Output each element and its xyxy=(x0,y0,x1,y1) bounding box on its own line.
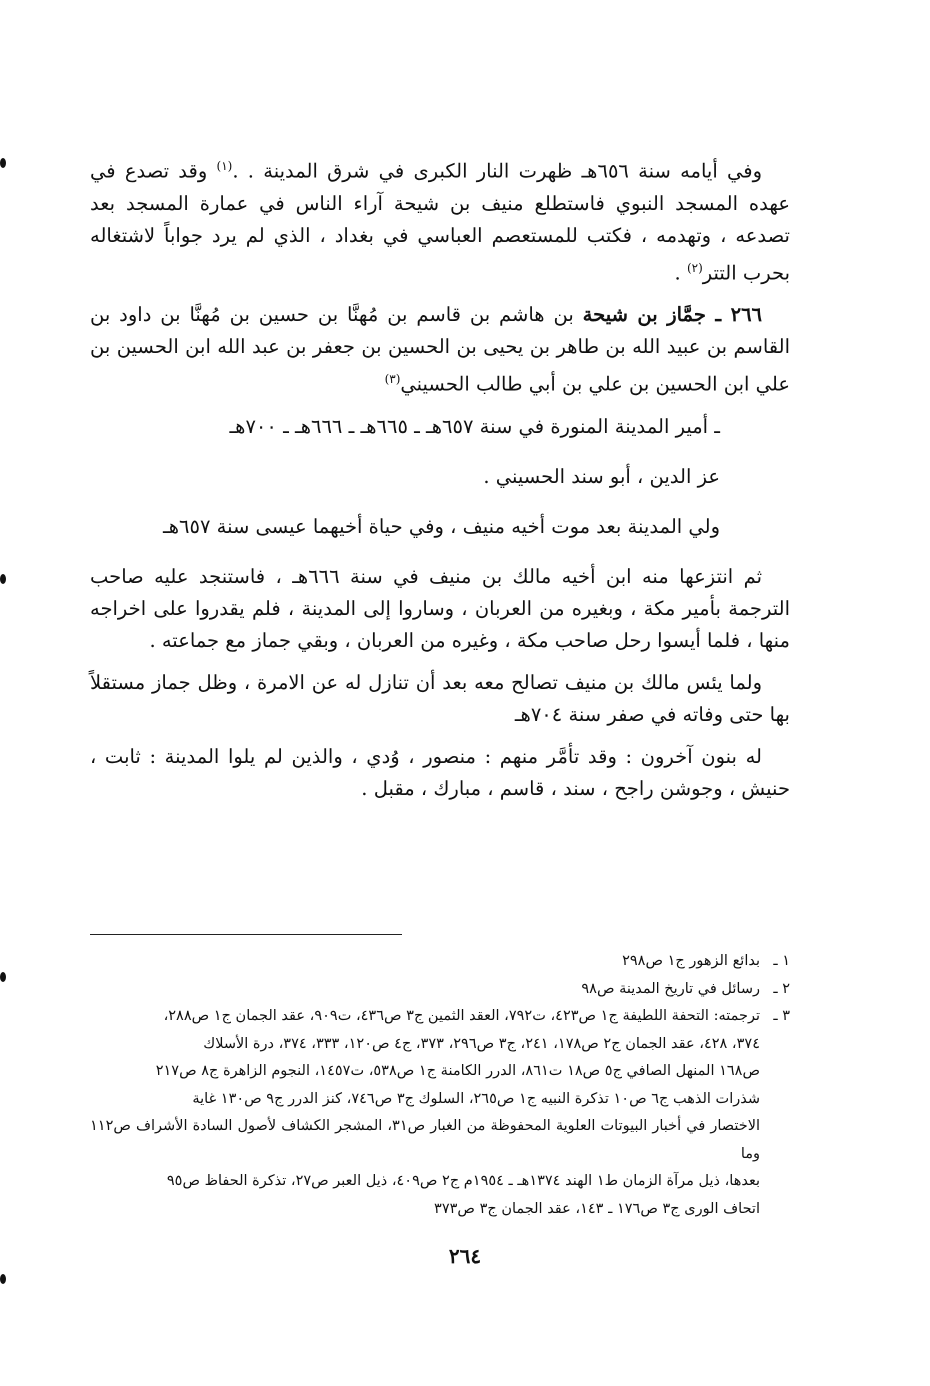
entry-lineage: بن هاشم بن قاسم بن مُهنَّا بن حسين بن مُهنَّا بن داود بن القاسم بن عبيد الله بن طاهر بن يحيى بن الحسين بن جعفر بن عبد الله ابن الحسين بن علي ابن الحسين بن علي بن أبي طالب الحسيني xyxy=(90,303,790,396)
footnote-3-line-6: بعدها، ذيل مرآة الزمان ط١ الهند ١٣٧٤هـ ـ ١٩٥٤م ج٢ ص٤٠٩، ذيل العبر ص٢٧، تذكرة الحفاظ ص٩٥ xyxy=(166,1173,760,1189)
footnote-ref-1[interactable]: (١) xyxy=(216,159,233,173)
footnote-1-number: ١ ـ xyxy=(773,953,790,969)
paragraph-conflict: ثم انتزعها منه ابن أخيه مالك بن منيف في سنة ٦٦٦هـ ، فاستنجد عليه صاحب الترجمة بأمير مكة ، وبغيره من العربان ، وساروا إلى المدينة ، فلم يقدروا على اخراجه منها ، فلما أيسوا رحل صاحب مكة ، وغيره من العربان ، وبقي جماز مع جماعته . xyxy=(90,564,790,652)
scan-mark-lower xyxy=(0,972,6,982)
footnote-ref-2[interactable]: (٢) xyxy=(686,260,703,275)
main-text xyxy=(90,150,790,815)
paragraph-reconciliation: ولما يئس مالك بن منيف تصالح معه بعد أن تنازل له عن الامرة ، وظل جماز مستقلاً بها حتى وفاته في صفر سنة ٧٠٤هـ xyxy=(90,670,790,726)
scan-mark-bottom xyxy=(0,1274,6,1284)
emir-years-line: ـ أمير المدينة المنورة في سنة ٦٥٧هـ ـ ٦٦٥هـ ـ ٦٦٦هـ ـ ٧٠٠هـ xyxy=(229,414,720,438)
footnote-3-line-7: اتحاف الورى ج٣ ص١٧٦ ـ ١٤٣، عقد الجمان ج٣ ص٣٧٣ xyxy=(434,1200,760,1217)
paragraph-sons: له بنون آخرون : وقد تأمَّر منهم : منصور ، وُدي ، والذين لم يلوا المدينة : ثابت ، حنيش ، وجوشن راجح ، سند ، قاسم ، مبارك ، مقبل . xyxy=(90,744,790,800)
mosque-text: وقد تصدع في عهده المسجد النبوي فاستطلع منيف بن شيحة آراء الناس في عمارة المسجد بعد تصدعه ، وتهدمه ، فكتب للمستعصم العباسي في بغداد ، الذي لم يرد جواباً لاشتغاله بحرب التتر xyxy=(90,159,790,284)
paragraph-fire xyxy=(90,150,790,289)
biography-entry xyxy=(90,299,790,401)
paragraph-end: . xyxy=(674,261,687,284)
footnote-3-line-1: ترجمته: التحفة اللطيفة ج١ ص٤٢٣، ت٧٩٢، العقد الثمين ج٣ ص٤٣٦، ت٩٠٩، عقد الجمان ج١ ص٢٨٨، xyxy=(163,1008,760,1024)
footnote-2 xyxy=(90,976,790,1004)
scan-mark-top xyxy=(0,158,6,168)
footnote-2-text: رسائل في تاريخ المدينة ص٩٨ xyxy=(581,980,760,997)
fire-text: وفي أيامه سنة ٦٥٦هـ ظهرت النار الكبرى في شرق المدينة . . xyxy=(232,159,763,183)
rule-line: ولي المدينة بعد موت أخيه منيف ، وفي حياة أخيهما عيسى سنة ٦٥٧هـ xyxy=(163,514,720,538)
scan-mark-middle xyxy=(0,574,6,584)
footnote-3-line-2: ٣٧٤، ٤٢٨، عقد الجمان ج٢ ص١٧٨، ٢٤١، ج٣ ص٢٩٦، ٣٧٣، ج٤ ص١٢٠، ٣٣٣، ٣٧٤، درة الأسلاك xyxy=(203,1035,760,1052)
footnote-3-number: ٣ ـ xyxy=(773,1008,790,1024)
footnote-3-line-3: ص١٦٨ المنهل الصافي ج٥ ص١٨ ت٨٦١، الدرر الكامنة ج١ ص٥٣٨، ت١٤٥٧، النجوم الزاهرة ج٨ ص٢١٧ xyxy=(155,1063,760,1079)
entry-heading: ٢٦٦ ـ جمَّاز بن شيحة xyxy=(582,303,763,326)
footnote-2-number: ٢ ـ xyxy=(773,980,790,997)
page-number: ٢٦٤ xyxy=(448,1244,482,1268)
footnote-divider xyxy=(90,934,402,935)
footnote-1 xyxy=(90,948,790,976)
title-line: عز الدين ، أبو سند الحسيني . xyxy=(483,464,720,488)
footnote-1-text: بدائع الزهور ج١ ص٢٩٨ xyxy=(622,953,760,969)
footnote-3-line-4: شذرات الذهب ج٦ ص١٠ تذكرة النبيه ج١ ص٢٦٥، السلوك ج٣ ص٧٤٦، كنز الدرر ج٩ ص١٣٠ غاية xyxy=(192,1090,760,1107)
footnote-3-line-5: الاختصار في أخبار البيوتات العلوية المحفوظة من الغبار ص٣١، المشجر الكشاف لأصول السادة الأشراف ص١١٢ وما xyxy=(90,1118,760,1162)
footnotes xyxy=(90,948,790,1223)
footnote-3 xyxy=(90,1003,790,1031)
footnote-ref-3[interactable]: (٣) xyxy=(384,372,401,386)
